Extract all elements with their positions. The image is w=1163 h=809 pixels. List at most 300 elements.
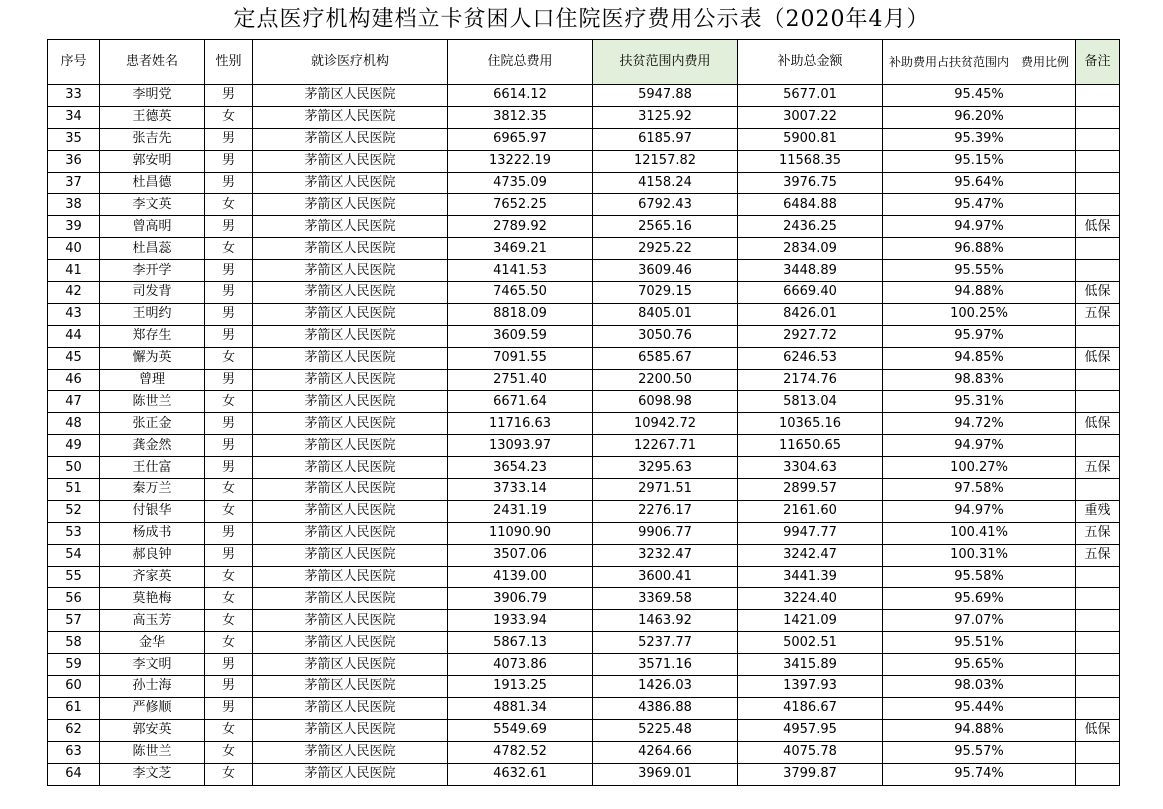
cell-subsidy: 5002.51	[738, 632, 883, 654]
cell-subsidy: 1397.93	[738, 676, 883, 698]
cell-hospital: 茅箭区人民医院	[253, 391, 448, 413]
cell-gender: 女	[205, 763, 253, 785]
cell-gender: 男	[205, 676, 253, 698]
cell-name: 王仕富	[100, 457, 205, 479]
cell-name: 司发背	[100, 282, 205, 304]
page-title: 定点医疗机构建档立卡贫困人口住院医疗费用公示表（2020年4月）	[233, 7, 930, 32]
cell-in-scope: 5947.88	[593, 85, 738, 107]
cell-ratio: 95.64%	[883, 172, 1076, 194]
header-ratio: 补助费用占扶贫范围内 费用比例	[883, 40, 1076, 85]
cell-gender: 男	[205, 303, 253, 325]
cell-name: 严修顺	[100, 697, 205, 719]
cell-note: 重残	[1076, 500, 1120, 522]
cell-subsidy: 3441.39	[738, 566, 883, 588]
cell-note	[1076, 106, 1120, 128]
cell-seq: 54	[48, 544, 100, 566]
cell-seq: 64	[48, 763, 100, 785]
cell-total: 7652.25	[448, 194, 593, 216]
cell-note: 低保	[1076, 282, 1120, 304]
cell-note	[1076, 676, 1120, 698]
cell-seq: 40	[48, 238, 100, 260]
cell-note	[1076, 566, 1120, 588]
cell-in-scope: 12157.82	[593, 150, 738, 172]
cell-in-scope: 6098.98	[593, 391, 738, 413]
table-row	[48, 697, 1120, 719]
cell-name: 李文明	[100, 654, 205, 676]
cell-total: 3654.23	[448, 457, 593, 479]
cell-subsidy: 9947.77	[738, 522, 883, 544]
cell-hospital: 茅箭区人民医院	[253, 654, 448, 676]
cell-ratio: 94.97%	[883, 500, 1076, 522]
cell-total: 6965.97	[448, 128, 593, 150]
cell-ratio: 94.88%	[883, 719, 1076, 741]
cell-in-scope: 2925.22	[593, 238, 738, 260]
table-row	[48, 260, 1120, 282]
header-name: 患者姓名	[100, 40, 205, 85]
cell-ratio: 95.39%	[883, 128, 1076, 150]
cell-ratio: 95.45%	[883, 85, 1076, 107]
cell-subsidy: 2834.09	[738, 238, 883, 260]
cell-in-scope: 9906.77	[593, 522, 738, 544]
cell-total: 5867.13	[448, 632, 593, 654]
cell-in-scope: 8405.01	[593, 303, 738, 325]
header-seq: 序号	[48, 40, 100, 85]
cell-name: 杜昌蕊	[100, 238, 205, 260]
cell-name: 高玉芳	[100, 610, 205, 632]
cell-in-scope: 7029.15	[593, 282, 738, 304]
cell-gender: 女	[205, 347, 253, 369]
cell-subsidy: 6669.40	[738, 282, 883, 304]
cell-hospital: 茅箭区人民医院	[253, 676, 448, 698]
cell-seq: 44	[48, 325, 100, 347]
cell-name: 曾高明	[100, 216, 205, 238]
cell-gender: 女	[205, 632, 253, 654]
cell-name: 陈世兰	[100, 391, 205, 413]
cell-total: 4632.61	[448, 763, 593, 785]
cell-name: 郭安英	[100, 719, 205, 741]
cell-seq: 46	[48, 369, 100, 391]
cell-seq: 63	[48, 741, 100, 763]
cell-gender: 男	[205, 457, 253, 479]
cell-in-scope: 4386.88	[593, 697, 738, 719]
cell-gender: 男	[205, 544, 253, 566]
cell-total: 4139.00	[448, 566, 593, 588]
cell-note	[1076, 260, 1120, 282]
header-in-scope: 扶贫范围内费用	[593, 40, 738, 85]
cell-in-scope: 3571.16	[593, 654, 738, 676]
expense-table	[47, 39, 1120, 786]
cell-name: 王明约	[100, 303, 205, 325]
cell-gender: 女	[205, 719, 253, 741]
cell-subsidy: 2927.72	[738, 325, 883, 347]
cell-name: 张吉先	[100, 128, 205, 150]
cell-hospital: 茅箭区人民医院	[253, 697, 448, 719]
cell-seq: 38	[48, 194, 100, 216]
cell-note: 五保	[1076, 457, 1120, 479]
cell-hospital: 茅箭区人民医院	[253, 216, 448, 238]
cell-total: 4735.09	[448, 172, 593, 194]
cell-seq: 47	[48, 391, 100, 413]
cell-subsidy: 4957.95	[738, 719, 883, 741]
cell-seq: 59	[48, 654, 100, 676]
cell-ratio: 100.27%	[883, 457, 1076, 479]
table-row	[48, 763, 1120, 785]
cell-note	[1076, 697, 1120, 719]
cell-seq: 52	[48, 500, 100, 522]
cell-ratio: 94.97%	[883, 435, 1076, 457]
cell-in-scope: 3369.58	[593, 588, 738, 610]
cell-subsidy: 4075.78	[738, 741, 883, 763]
table-row	[48, 654, 1120, 676]
cell-gender: 女	[205, 741, 253, 763]
cell-in-scope: 6185.97	[593, 128, 738, 150]
cell-in-scope: 3609.46	[593, 260, 738, 282]
cell-name: 郝良钟	[100, 544, 205, 566]
cell-in-scope: 1426.03	[593, 676, 738, 698]
cell-in-scope: 1463.92	[593, 610, 738, 632]
cell-name: 郭安明	[100, 150, 205, 172]
cell-note	[1076, 435, 1120, 457]
cell-seq: 43	[48, 303, 100, 325]
table-row	[48, 216, 1120, 238]
cell-hospital: 茅箭区人民医院	[253, 457, 448, 479]
cell-name: 付银华	[100, 500, 205, 522]
table-row	[48, 435, 1120, 457]
cell-name: 王德英	[100, 106, 205, 128]
cell-ratio: 100.25%	[883, 303, 1076, 325]
cell-in-scope: 5237.77	[593, 632, 738, 654]
cell-name: 孙士海	[100, 676, 205, 698]
cell-seq: 45	[48, 347, 100, 369]
cell-subsidy: 3415.89	[738, 654, 883, 676]
cell-total: 4782.52	[448, 741, 593, 763]
cell-hospital: 茅箭区人民医院	[253, 741, 448, 763]
cell-total: 13093.97	[448, 435, 593, 457]
cell-ratio: 95.44%	[883, 697, 1076, 719]
cell-note	[1076, 325, 1120, 347]
cell-total: 4141.53	[448, 260, 593, 282]
cell-note	[1076, 128, 1120, 150]
cell-hospital: 茅箭区人民医院	[253, 479, 448, 501]
cell-subsidy: 11568.35	[738, 150, 883, 172]
cell-hospital: 茅箭区人民医院	[253, 303, 448, 325]
table-row	[48, 106, 1120, 128]
cell-ratio: 95.57%	[883, 741, 1076, 763]
table-row	[48, 610, 1120, 632]
cell-in-scope: 3295.63	[593, 457, 738, 479]
cell-seq: 61	[48, 697, 100, 719]
cell-ratio: 94.72%	[883, 413, 1076, 435]
cell-total: 11716.63	[448, 413, 593, 435]
table-row	[48, 500, 1120, 522]
table-row	[48, 522, 1120, 544]
cell-total: 2431.19	[448, 500, 593, 522]
cell-in-scope: 2276.17	[593, 500, 738, 522]
cell-total: 7465.50	[448, 282, 593, 304]
cell-total: 3906.79	[448, 588, 593, 610]
cell-gender: 男	[205, 435, 253, 457]
cell-name: 张正金	[100, 413, 205, 435]
cell-in-scope: 3969.01	[593, 763, 738, 785]
cell-ratio: 97.07%	[883, 610, 1076, 632]
cell-total: 6614.12	[448, 85, 593, 107]
header-note: 备注	[1076, 40, 1120, 85]
cell-gender: 女	[205, 500, 253, 522]
cell-gender: 男	[205, 413, 253, 435]
cell-gender: 男	[205, 697, 253, 719]
cell-name: 齐家英	[100, 566, 205, 588]
cell-gender: 女	[205, 479, 253, 501]
cell-gender: 男	[205, 216, 253, 238]
cell-in-scope: 6792.43	[593, 194, 738, 216]
cell-hospital: 茅箭区人民医院	[253, 435, 448, 457]
table-row	[48, 544, 1120, 566]
cell-subsidy: 3007.22	[738, 106, 883, 128]
cell-ratio: 94.85%	[883, 347, 1076, 369]
header-hospital: 就诊医疗机构	[253, 40, 448, 85]
cell-hospital: 茅箭区人民医院	[253, 172, 448, 194]
cell-gender: 男	[205, 282, 253, 304]
cell-note	[1076, 85, 1120, 107]
cell-note	[1076, 194, 1120, 216]
cell-seq: 48	[48, 413, 100, 435]
table-row	[48, 566, 1120, 588]
table-row	[48, 238, 1120, 260]
cell-ratio: 100.41%	[883, 522, 1076, 544]
cell-note: 五保	[1076, 303, 1120, 325]
cell-note	[1076, 654, 1120, 676]
cell-gender: 男	[205, 85, 253, 107]
cell-ratio: 95.31%	[883, 391, 1076, 413]
cell-total: 3507.06	[448, 544, 593, 566]
cell-hospital: 茅箭区人民医院	[253, 194, 448, 216]
cell-ratio: 95.97%	[883, 325, 1076, 347]
cell-ratio: 96.88%	[883, 238, 1076, 260]
cell-hospital: 茅箭区人民医院	[253, 544, 448, 566]
table-row	[48, 128, 1120, 150]
table-row	[48, 303, 1120, 325]
cell-seq: 55	[48, 566, 100, 588]
cell-subsidy: 3799.87	[738, 763, 883, 785]
cell-gender: 女	[205, 194, 253, 216]
cell-hospital: 茅箭区人民医院	[253, 85, 448, 107]
cell-in-scope: 3600.41	[593, 566, 738, 588]
cell-total: 1933.94	[448, 610, 593, 632]
cell-total: 8818.09	[448, 303, 593, 325]
cell-total: 11090.90	[448, 522, 593, 544]
header-gender: 性别	[205, 40, 253, 85]
cell-total: 5549.69	[448, 719, 593, 741]
cell-ratio: 95.58%	[883, 566, 1076, 588]
cell-note	[1076, 369, 1120, 391]
cell-total: 2751.40	[448, 369, 593, 391]
cell-in-scope: 6585.67	[593, 347, 738, 369]
cell-total: 3609.59	[448, 325, 593, 347]
cell-ratio: 95.55%	[883, 260, 1076, 282]
cell-total: 4881.34	[448, 697, 593, 719]
cell-gender: 男	[205, 260, 253, 282]
cell-in-scope: 3050.76	[593, 325, 738, 347]
cell-hospital: 茅箭区人民医院	[253, 632, 448, 654]
cell-gender: 男	[205, 369, 253, 391]
cell-seq: 36	[48, 150, 100, 172]
cell-in-scope: 2971.51	[593, 479, 738, 501]
cell-hospital: 茅箭区人民医院	[253, 369, 448, 391]
cell-gender: 女	[205, 566, 253, 588]
cell-subsidy: 6484.88	[738, 194, 883, 216]
cell-ratio: 95.47%	[883, 194, 1076, 216]
cell-seq: 53	[48, 522, 100, 544]
cell-ratio: 98.83%	[883, 369, 1076, 391]
cell-seq: 58	[48, 632, 100, 654]
table-row	[48, 588, 1120, 610]
cell-subsidy: 4186.67	[738, 697, 883, 719]
cell-ratio: 95.69%	[883, 588, 1076, 610]
cell-total: 4073.86	[448, 654, 593, 676]
cell-subsidy: 5677.01	[738, 85, 883, 107]
table-row	[48, 172, 1120, 194]
cell-name: 莫艳梅	[100, 588, 205, 610]
cell-seq: 57	[48, 610, 100, 632]
cell-gender: 男	[205, 522, 253, 544]
cell-subsidy: 2899.57	[738, 479, 883, 501]
cell-ratio: 95.65%	[883, 654, 1076, 676]
cell-ratio: 94.97%	[883, 216, 1076, 238]
cell-name: 金华	[100, 632, 205, 654]
cell-subsidy: 8426.01	[738, 303, 883, 325]
table-row	[48, 457, 1120, 479]
cell-ratio: 100.31%	[883, 544, 1076, 566]
cell-hospital: 茅箭区人民医院	[253, 500, 448, 522]
cell-seq: 33	[48, 85, 100, 107]
table-row	[48, 347, 1120, 369]
cell-total: 6671.64	[448, 391, 593, 413]
cell-ratio: 94.88%	[883, 282, 1076, 304]
cell-ratio: 95.15%	[883, 150, 1076, 172]
cell-note	[1076, 588, 1120, 610]
cell-subsidy: 3304.63	[738, 457, 883, 479]
cell-ratio: 95.51%	[883, 632, 1076, 654]
cell-name: 陈世兰	[100, 741, 205, 763]
cell-subsidy: 3224.40	[738, 588, 883, 610]
cell-subsidy: 3448.89	[738, 260, 883, 282]
cell-note: 低保	[1076, 216, 1120, 238]
cell-name: 秦万兰	[100, 479, 205, 501]
cell-hospital: 茅箭区人民医院	[253, 588, 448, 610]
table-row	[48, 85, 1120, 107]
cell-total: 2789.92	[448, 216, 593, 238]
cell-hospital: 茅箭区人民医院	[253, 566, 448, 588]
table-row	[48, 479, 1120, 501]
cell-subsidy: 5813.04	[738, 391, 883, 413]
header-row	[48, 40, 1120, 85]
cell-note: 低保	[1076, 719, 1120, 741]
table-row	[48, 741, 1120, 763]
table-row	[48, 391, 1120, 413]
cell-total: 7091.55	[448, 347, 593, 369]
cell-name: 杜昌德	[100, 172, 205, 194]
cell-hospital: 茅箭区人民医院	[253, 325, 448, 347]
cell-seq: 51	[48, 479, 100, 501]
cell-note	[1076, 763, 1120, 785]
cell-gender: 女	[205, 238, 253, 260]
cell-name: 郑存生	[100, 325, 205, 347]
cell-total: 3812.35	[448, 106, 593, 128]
cell-note	[1076, 479, 1120, 501]
cell-name: 懈为英	[100, 347, 205, 369]
cell-hospital: 茅箭区人民医院	[253, 260, 448, 282]
cell-seq: 35	[48, 128, 100, 150]
cell-in-scope: 10942.72	[593, 413, 738, 435]
cell-note	[1076, 741, 1120, 763]
cell-hospital: 茅箭区人民医院	[253, 413, 448, 435]
cell-seq: 42	[48, 282, 100, 304]
cell-gender: 女	[205, 391, 253, 413]
cell-hospital: 茅箭区人民医院	[253, 763, 448, 785]
table-row	[48, 369, 1120, 391]
cell-note: 五保	[1076, 522, 1120, 544]
cell-total: 1913.25	[448, 676, 593, 698]
table-row	[48, 150, 1120, 172]
cell-note	[1076, 150, 1120, 172]
cell-hospital: 茅箭区人民医院	[253, 128, 448, 150]
table-row	[48, 282, 1120, 304]
table-row	[48, 676, 1120, 698]
cell-name: 曾理	[100, 369, 205, 391]
table-row	[48, 632, 1120, 654]
cell-note	[1076, 610, 1120, 632]
cell-subsidy: 5900.81	[738, 128, 883, 150]
cell-subsidy: 2174.76	[738, 369, 883, 391]
cell-subsidy: 10365.16	[738, 413, 883, 435]
cell-hospital: 茅箭区人民医院	[253, 282, 448, 304]
cell-name: 杨成书	[100, 522, 205, 544]
cell-hospital: 茅箭区人民医院	[253, 238, 448, 260]
cell-subsidy: 3242.47	[738, 544, 883, 566]
cell-gender: 男	[205, 128, 253, 150]
cell-gender: 女	[205, 610, 253, 632]
table-row	[48, 719, 1120, 741]
table-row	[48, 194, 1120, 216]
cell-note	[1076, 172, 1120, 194]
cell-subsidy: 1421.09	[738, 610, 883, 632]
cell-note	[1076, 632, 1120, 654]
cell-in-scope: 2565.16	[593, 216, 738, 238]
header-subsidy: 补助总金额	[738, 40, 883, 85]
cell-name: 李明党	[100, 85, 205, 107]
cell-in-scope: 4264.66	[593, 741, 738, 763]
cell-note	[1076, 391, 1120, 413]
cell-ratio: 97.58%	[883, 479, 1076, 501]
cell-subsidy: 3976.75	[738, 172, 883, 194]
cell-gender: 女	[205, 588, 253, 610]
cell-in-scope: 3125.92	[593, 106, 738, 128]
cell-note	[1076, 238, 1120, 260]
cell-name: 李文芝	[100, 763, 205, 785]
cell-seq: 60	[48, 676, 100, 698]
cell-total: 13222.19	[448, 150, 593, 172]
cell-subsidy: 6246.53	[738, 347, 883, 369]
cell-in-scope: 2200.50	[593, 369, 738, 391]
cell-gender: 男	[205, 172, 253, 194]
cell-note: 低保	[1076, 347, 1120, 369]
cell-hospital: 茅箭区人民医院	[253, 347, 448, 369]
cell-seq: 34	[48, 106, 100, 128]
cell-in-scope: 4158.24	[593, 172, 738, 194]
cell-seq: 37	[48, 172, 100, 194]
cell-total: 3733.14	[448, 479, 593, 501]
cell-in-scope: 3232.47	[593, 544, 738, 566]
